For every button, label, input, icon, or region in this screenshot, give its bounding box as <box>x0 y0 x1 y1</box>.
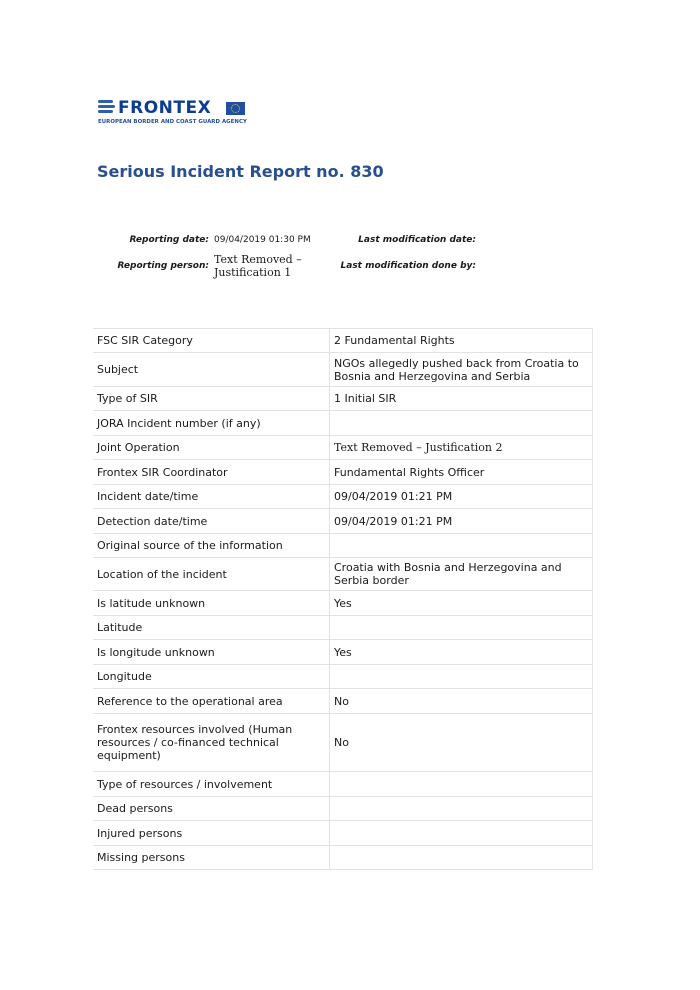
field-label: Is longitude unknown <box>93 640 330 665</box>
reporting-person-value <box>214 253 302 279</box>
field-value <box>330 846 593 870</box>
field-value <box>330 821 593 846</box>
field-value <box>330 772 593 797</box>
table-row <box>93 616 593 640</box>
table-row <box>93 558 593 591</box>
table-row <box>93 353 593 387</box>
field-label: Incident date/time <box>93 485 330 509</box>
table-row <box>93 411 593 436</box>
frontex-logo <box>98 98 258 130</box>
field-value <box>330 411 593 436</box>
field-value <box>330 665 593 689</box>
field-value: NGOs allegedly pushed back from Croatia to Bosnia and Herzegovina and Serbia <box>330 353 593 387</box>
table-row <box>93 640 593 665</box>
field-label: Frontex resources involved (Human resources / co-financed technical equipment) <box>93 714 330 772</box>
reporting-date-label: Reporting date: <box>129 235 209 245</box>
field-value: No <box>330 714 593 772</box>
field-label: Frontex SIR Coordinator <box>93 460 330 485</box>
table-row <box>93 591 593 616</box>
field-value <box>330 616 593 640</box>
table-row <box>93 436 593 460</box>
field-value: No <box>330 689 593 714</box>
field-value: 1 Initial SIR <box>330 387 593 411</box>
field-label: Subject <box>93 353 330 387</box>
field-value <box>330 797 593 821</box>
field-label: FSC SIR Category <box>93 329 330 353</box>
table-row <box>93 485 593 509</box>
field-value: 2 Fundamental Rights <box>330 329 593 353</box>
logo-wordmark: FRONTEX <box>118 98 212 118</box>
eu-flag-icon <box>226 102 245 115</box>
table-row <box>93 821 593 846</box>
field-value: 09/04/2019 01:21 PM <box>330 509 593 534</box>
field-label: Injured persons <box>93 821 330 846</box>
field-value: Fundamental Rights Officer <box>330 460 593 485</box>
field-label: Latitude <box>93 616 330 640</box>
field-label: Joint Operation <box>93 436 330 460</box>
field-label: Is latitude unknown <box>93 591 330 616</box>
field-value: 09/04/2019 01:21 PM <box>330 485 593 509</box>
table-row <box>93 460 593 485</box>
table-row <box>93 665 593 689</box>
table-row <box>93 714 593 772</box>
incident-details-table <box>93 328 593 870</box>
field-label: JORA Incident number (if any) <box>93 411 330 436</box>
field-label: Location of the incident <box>93 558 330 591</box>
reporting-person-value-line-2: Justification 1 <box>214 266 292 279</box>
field-value <box>330 534 593 558</box>
table-row <box>93 509 593 534</box>
report-title: Serious Incident Report no. 830 <box>97 162 384 181</box>
field-label: Reference to the operational area <box>93 689 330 714</box>
frontex-emblem-icon <box>98 100 115 116</box>
logo-subtitle: EUROPEAN BORDER AND COAST GUARD AGENCY <box>98 119 247 125</box>
table-row <box>93 534 593 558</box>
field-label: Type of SIR <box>93 387 330 411</box>
last-modification-by-label: Last modification done by: <box>340 261 476 271</box>
table-row <box>93 846 593 870</box>
table-row <box>93 329 593 353</box>
field-value: Yes <box>330 591 593 616</box>
reporting-person-value-line-1: Text Removed – <box>214 253 302 266</box>
field-label: Type of resources / involvement <box>93 772 330 797</box>
field-label: Dead persons <box>93 797 330 821</box>
field-label: Missing persons <box>93 846 330 870</box>
table-row <box>93 797 593 821</box>
table-row <box>93 689 593 714</box>
field-value: Yes <box>330 640 593 665</box>
reporting-date-value: 09/04/2019 01:30 PM <box>214 235 311 245</box>
table-row <box>93 772 593 797</box>
field-label: Detection date/time <box>93 509 330 534</box>
field-label: Original source of the information <box>93 534 330 558</box>
field-value: Text Removed – Justification 2 <box>330 436 593 460</box>
last-modification-date-label: Last modification date: <box>358 235 476 245</box>
field-value: Croatia with Bosnia and Herzegovina and Serbia border <box>330 558 593 591</box>
table-row <box>93 387 593 411</box>
field-label: Longitude <box>93 665 330 689</box>
reporting-person-label: Reporting person: <box>117 261 209 271</box>
